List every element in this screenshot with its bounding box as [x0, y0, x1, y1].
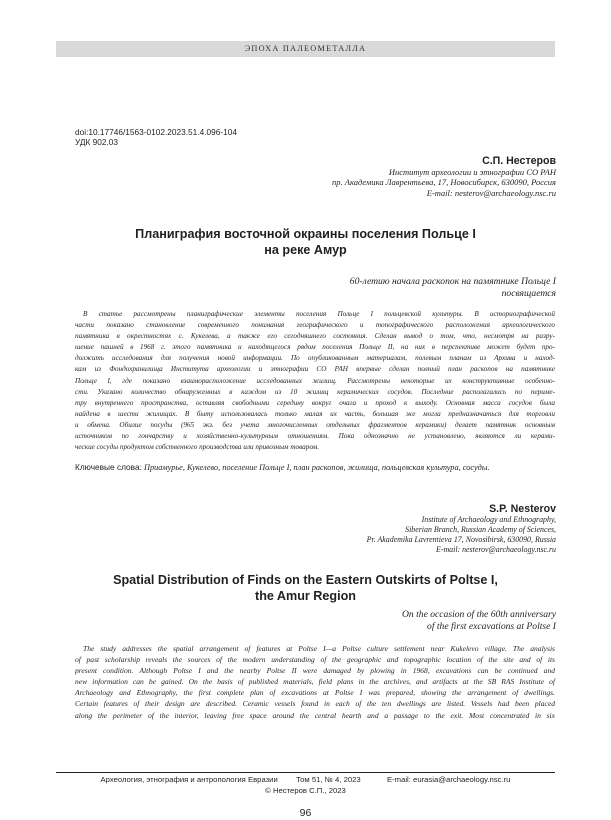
doi-line: doi:10.17746/1563-0102.2023.51.4.096-104: [75, 127, 237, 137]
title-line: Планиграфия восточной окраины поселения Польце I: [135, 227, 476, 241]
author-name-ru: С.П. Нестеров: [482, 155, 556, 167]
section-header-title: ЭПОХА ПАЛЕОМЕТАЛЛА: [244, 44, 367, 53]
footer-copyright: © Нестеров С.П., 2023: [265, 786, 346, 795]
affiliation-line: Институт археологии и этнографии СО РАН: [388, 167, 556, 177]
affiliation-line: E-mail: nesterov@archaeology.nsc.ru: [426, 187, 556, 198]
title-line: the Amur Region: [255, 588, 356, 603]
abstract-line: и обмена. Обилие посуды (965 экз. без учета многочисленных отдельных фрагментов керамики) делает памятник основным: [75, 420, 555, 429]
abstract-line: new information can be gained. On the basis of published materials, field plans in the archives, and artifacts at the SB RAS Institute of: [75, 677, 555, 687]
keywords-text: Приамурье, Кукелево, поселение Польце I, план раскопов, жилища, польцевская культура, сосуды.: [143, 463, 490, 472]
abstract-line: источником по гончарству и хозяйственно-культурным отношениям. Пока однозначно не установлено, являются ли керами-: [75, 432, 555, 441]
affiliation-en: [367, 515, 556, 555]
abstract-line: памятника в окрестностях с. Кукелева, а также его сегодняшнего состояния. Сделан вывод о том, что, несмотря на разру-: [75, 332, 555, 341]
title-line: Spatial Distribution of Finds on the Eastern Outskirts of Poltse I,: [113, 573, 498, 587]
dedication-line: On the occasion of the 60th anniversary: [401, 609, 556, 620]
abstract-line: Certain features of their design are described. Ceramic vessels found in each of the ten dwellings are listed. Vessels had been placed: [75, 699, 555, 709]
abstract-line: Польце I, где показано взаиморасположение исследованных жилищ. Рассмотрены некоторые их конструктивные особенно-: [75, 376, 555, 385]
dedication-line: посвящается: [501, 288, 556, 299]
keywords-label: Ключевые слова:: [75, 462, 142, 472]
abstract-line: of past scholarship reveals the sources of the modern understanding of the geographic and topographic location of the site and of its: [75, 655, 555, 665]
keywords-ru: [75, 462, 555, 473]
abstract-line: present condition. Although Poltse I and the nearby Poltse II were damaged by plowing in 1968, excavations can be continued and: [75, 666, 555, 676]
abstract-line: along the perimeter of the interior, leaving free space around the central hearth and a passage to the exit. Most concentrated in six: [75, 710, 555, 720]
abstract-line: Archaeology and Ethnography, the first complete plan of excavations at Poltse I was prepared, showing the arrangement of dwellings.: [75, 688, 555, 698]
dedication-ru: [350, 276, 556, 300]
affiliation-line: Institute of Archaeology and Ethnography,: [421, 515, 556, 524]
affiliation-line: E-mail: nesterov@archaeology.nsc.ru: [436, 545, 556, 554]
abstract-line: сти. Указано количество обнаруженных в каждом из 10 жилищ керамических сосудов. Последние располагались по периме-: [75, 387, 555, 396]
abstract-line: должить исследования для получения новой информации. По опубликованным материалам, полевым планам из Архива и наход-: [75, 354, 555, 363]
footer-journal: Археология, этнография и антропология Евразии: [100, 775, 278, 784]
dedication-line: 60-летию начала раскопок на памятнике Польце I: [349, 276, 556, 287]
abstract-line: части показано становление современного понимания географического и топографического расположения археологического: [75, 321, 555, 330]
abstract-line: The study addresses the spatial arrangement of features at Poltse I—a Poltse culture settlement near Kukelevo village. The analysis: [83, 644, 555, 653]
abstract-line: кам из Фондохранилища Института археологии и этнографии СО РАН впервые сделан полный план раскопов на памятнике: [75, 365, 555, 374]
abstract-en: [75, 643, 555, 721]
abstract-ru: [75, 309, 555, 453]
abstract-line: шение пашней в 1968 г. этого памятника и находящегося рядом поселения Польце II, на них в перспективе может будет про-: [75, 343, 555, 352]
affiliation-line: пр. Академика Лаврентьева, 17, Новосибирск, 630090, Россия: [332, 177, 556, 188]
abstract-line: тру внутреннего пространства, оставляя свободными середину вокруг очага и проход к выходу. Основная масса сосудов была: [75, 398, 555, 407]
dedication-line: of the first excavations at Poltse I: [427, 621, 556, 632]
affiliation-ru: [332, 167, 556, 198]
section-header-band: [56, 41, 555, 57]
title-line: на реке Амур: [264, 242, 347, 257]
dedication-en: [402, 609, 556, 633]
udk-line: УДК 902.03: [75, 137, 119, 147]
footer-journal-line: [56, 775, 555, 784]
page-number: 96: [299, 807, 312, 819]
abstract-line: ческие сосуды продуктом собственного производства или привозным товаром.: [75, 443, 320, 452]
affiliation-line: Siberian Branch, Russian Academy of Sciences,: [405, 525, 556, 534]
article-title-ru: [56, 227, 555, 258]
article-title-en: [56, 573, 555, 604]
footer-volume: Том 51, № 4, 2023: [296, 775, 361, 784]
affiliation-line: Pr. Akademika Lavrentieva 17, Novosibirsk, 630090, Russia: [366, 535, 556, 544]
author-name-en: S.P. Nesterov: [489, 503, 556, 515]
abstract-line: найдена в шести жилищах. В быту использовалась только малая их часть, большая же могла предназначаться для торговли: [75, 409, 555, 418]
footer-email: E-mail: eurasia@archaeology.nsc.ru: [386, 775, 511, 784]
abstract-line: В статье рассмотрены планиграфические элементы поселения Польце I польцевской культуры. В историографической: [83, 310, 555, 318]
footer-rule: [56, 772, 555, 773]
